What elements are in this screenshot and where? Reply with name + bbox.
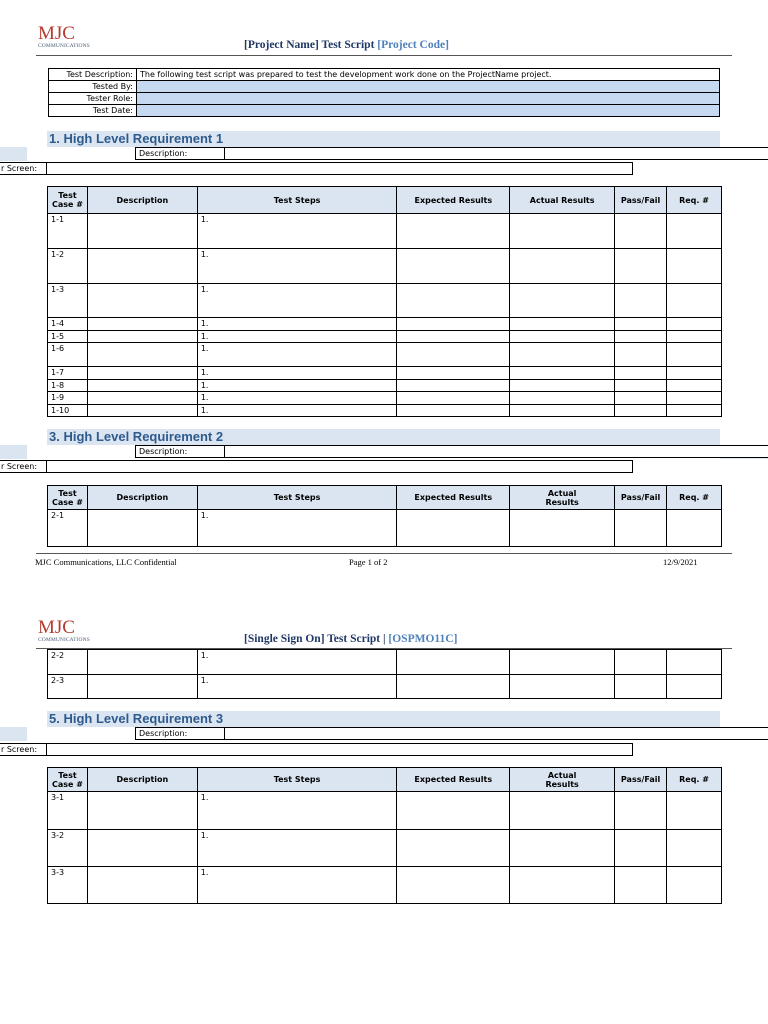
table-header-row (48, 768, 722, 792)
test-step[interactable]: 1. (197, 214, 397, 249)
req-cell[interactable] (667, 830, 722, 867)
col-actual-results: Actual Results (510, 187, 615, 214)
col-description: Description (87, 768, 197, 792)
col-description: Description (87, 486, 197, 510)
pass-fail-cell[interactable] (615, 318, 667, 331)
description-cell[interactable] (87, 830, 197, 867)
info-value[interactable]: The following test script was prepared to test the development work done on the ProjectName project. (137, 69, 720, 81)
screen-field[interactable] (46, 162, 633, 175)
expected-cell[interactable] (397, 343, 510, 367)
req-cell[interactable] (667, 284, 722, 318)
info-row (49, 93, 720, 105)
expected-cell[interactable] (397, 675, 510, 699)
req-cell[interactable] (667, 343, 722, 367)
test-case-table-3 (47, 767, 722, 904)
col-test-steps: Test Steps (197, 768, 397, 792)
test-case-id: 1-1 (48, 214, 88, 249)
screen-label: r Screen: (0, 743, 47, 756)
table-row (48, 318, 722, 331)
table-row (48, 214, 722, 249)
table-row (48, 249, 722, 284)
description-cell[interactable] (87, 318, 197, 331)
table-row (48, 867, 722, 904)
col-pass-fail: Pass/Fail (615, 187, 667, 214)
description-cell[interactable] (87, 284, 197, 318)
col-req-number: Req. # (667, 187, 722, 214)
test-step[interactable]: 1. (197, 405, 397, 417)
description-label: Description: (135, 727, 225, 740)
screen-label: r Screen: (0, 460, 47, 473)
description-cell[interactable] (87, 510, 197, 547)
description-field[interactable] (224, 147, 768, 160)
logo-subtext: COMMUNICATIONS (38, 637, 90, 643)
pass-fail-cell[interactable] (615, 792, 667, 830)
table-row (48, 405, 722, 417)
footer-date: 12/9/2021 (663, 557, 698, 567)
description-cell[interactable] (87, 675, 197, 699)
description-cell[interactable] (87, 214, 197, 249)
col-test-case: Test Case # (48, 768, 88, 792)
test-info-table (48, 68, 720, 117)
description-label: Description: (135, 147, 225, 160)
test-step[interactable]: 1. (197, 284, 397, 318)
test-case-id: 1-5 (48, 331, 88, 343)
actual-cell[interactable] (510, 380, 615, 392)
test-step[interactable]: 1. (197, 650, 397, 675)
req-cell[interactable] (667, 675, 722, 699)
table-row (48, 650, 722, 675)
actual-cell[interactable] (510, 510, 615, 547)
test-case-id: 2-1 (48, 510, 88, 547)
req-cell[interactable] (667, 367, 722, 380)
project-code: [OSPMO11C] (388, 633, 458, 645)
tested-by-field[interactable] (137, 81, 720, 93)
margin-tint (0, 445, 27, 459)
expected-cell[interactable] (397, 405, 510, 417)
test-case-table-2 (47, 485, 722, 547)
pass-fail-cell[interactable] (615, 510, 667, 547)
footer-page-number: Page 1 of 2 (349, 557, 388, 567)
actual-cell[interactable] (510, 284, 615, 318)
table-row (48, 284, 722, 318)
actual-cell[interactable] (510, 331, 615, 343)
screen-field[interactable] (46, 460, 633, 473)
description-field[interactable] (224, 727, 768, 740)
expected-cell[interactable] (397, 392, 510, 405)
test-step[interactable]: 1. (197, 367, 397, 380)
screen-label: r Screen: (0, 162, 47, 175)
info-row (49, 105, 720, 117)
table-header-row (48, 187, 722, 214)
req-cell[interactable] (667, 318, 722, 331)
actual-cell[interactable] (510, 675, 615, 699)
description-cell[interactable] (87, 380, 197, 392)
requirement-2-heading: 3. High Level Requirement 2 (47, 429, 720, 445)
req-cell[interactable] (667, 331, 722, 343)
col-expected-results: Expected Results (397, 486, 510, 510)
col-test-case: Test Case # (48, 486, 88, 510)
expected-cell[interactable] (397, 830, 510, 867)
pass-fail-cell[interactable] (615, 367, 667, 380)
info-row (49, 81, 720, 93)
document-title (244, 633, 457, 645)
col-req-number: Req. # (667, 486, 722, 510)
test-step[interactable]: 1. (197, 331, 397, 343)
col-expected-results: Expected Results (397, 187, 510, 214)
test-step[interactable]: 1. (197, 675, 397, 699)
pass-fail-cell[interactable] (615, 249, 667, 284)
description-cell[interactable] (87, 392, 197, 405)
description-cell[interactable] (87, 249, 197, 284)
test-case-id: 3-3 (48, 867, 88, 904)
expected-cell[interactable] (397, 214, 510, 249)
col-test-steps: Test Steps (197, 486, 397, 510)
info-label: Test Date: (49, 105, 137, 117)
col-test-steps: Test Steps (197, 187, 397, 214)
company-logo (38, 24, 90, 49)
margin-tint (0, 147, 27, 161)
logo-text: MJC (38, 23, 75, 44)
test-step[interactable]: 1. (197, 249, 397, 284)
footer-confidential: MJC Communications, LLC Confidential (35, 557, 177, 567)
test-case-id: 2-3 (48, 675, 88, 699)
logo-subtext: COMMUNICATIONS (38, 43, 90, 49)
description-cell[interactable] (87, 331, 197, 343)
test-step[interactable]: 1. (197, 392, 397, 405)
pass-fail-cell[interactable] (615, 830, 667, 867)
description-cell[interactable] (87, 792, 197, 830)
description-cell[interactable] (87, 867, 197, 904)
pass-fail-cell[interactable] (615, 867, 667, 904)
pass-fail-cell[interactable] (615, 214, 667, 249)
requirement-3-heading: 5. High Level Requirement 3 (47, 711, 720, 727)
pass-fail-cell[interactable] (615, 392, 667, 405)
test-date-field[interactable] (137, 105, 720, 117)
expected-cell[interactable] (397, 650, 510, 675)
expected-cell[interactable] (397, 367, 510, 380)
table-row (48, 830, 722, 867)
col-pass-fail: Pass/Fail (615, 486, 667, 510)
table-row (48, 343, 722, 367)
actual-cell[interactable] (510, 830, 615, 867)
test-case-id: 1-8 (48, 380, 88, 392)
logo-text: MJC (38, 617, 75, 638)
title-text: [Single Sign On] Test Script | (244, 633, 389, 645)
actual-cell[interactable] (510, 650, 615, 675)
pass-fail-cell[interactable] (615, 331, 667, 343)
table-header-row (48, 486, 722, 510)
test-step[interactable]: 1. (197, 318, 397, 331)
test-case-id: 1-2 (48, 249, 88, 284)
actual-cell[interactable] (510, 249, 615, 284)
test-case-id: 1-10 (48, 405, 88, 417)
margin-tint (0, 727, 27, 741)
actual-cell[interactable] (510, 392, 615, 405)
actual-cell[interactable] (510, 318, 615, 331)
tester-role-field[interactable] (137, 93, 720, 105)
document-title (244, 39, 449, 51)
pass-fail-cell[interactable] (615, 343, 667, 367)
table-row (48, 331, 722, 343)
test-case-id: 2-2 (48, 650, 88, 675)
description-cell[interactable] (87, 405, 197, 417)
table-row (48, 367, 722, 380)
test-case-id: 1-9 (48, 392, 88, 405)
test-case-id: 1-6 (48, 343, 88, 367)
title-text: [Project Name] Test Script (244, 39, 378, 51)
table-row (48, 792, 722, 830)
test-step[interactable]: 1. (197, 867, 397, 904)
col-actual-results: Actual Results (510, 768, 615, 792)
table-row (48, 392, 722, 405)
req-cell[interactable] (667, 405, 722, 417)
expected-cell[interactable] (397, 318, 510, 331)
description-cell[interactable] (87, 650, 197, 675)
table-row (48, 675, 722, 699)
actual-cell[interactable] (510, 405, 615, 417)
expected-cell[interactable] (397, 331, 510, 343)
actual-cell[interactable] (510, 867, 615, 904)
info-label: Tester Role: (49, 93, 137, 105)
expected-cell[interactable] (397, 249, 510, 284)
company-logo (38, 618, 90, 643)
table-row (48, 380, 722, 392)
req-cell[interactable] (667, 380, 722, 392)
test-step[interactable]: 1. (197, 380, 397, 392)
test-case-id: 3-1 (48, 792, 88, 830)
req-cell[interactable] (667, 392, 722, 405)
info-label: Tested By: (49, 81, 137, 93)
test-case-table-1 (47, 186, 722, 417)
test-case-id: 1-4 (48, 318, 88, 331)
info-row (49, 69, 720, 81)
pass-fail-cell[interactable] (615, 405, 667, 417)
pass-fail-cell[interactable] (615, 650, 667, 675)
header-rule (36, 55, 732, 56)
col-expected-results: Expected Results (397, 768, 510, 792)
test-step[interactable]: 1. (197, 830, 397, 867)
expected-cell[interactable] (397, 792, 510, 830)
expected-cell[interactable] (397, 510, 510, 547)
expected-cell[interactable] (397, 284, 510, 318)
req-cell[interactable] (667, 650, 722, 675)
req-cell[interactable] (667, 214, 722, 249)
req-cell[interactable] (667, 792, 722, 830)
req-cell[interactable] (667, 510, 722, 547)
test-case-id: 1-7 (48, 367, 88, 380)
table-row (48, 510, 722, 547)
expected-cell[interactable] (397, 867, 510, 904)
actual-cell[interactable] (510, 343, 615, 367)
pass-fail-cell[interactable] (615, 675, 667, 699)
actual-cell[interactable] (510, 367, 615, 380)
pass-fail-cell[interactable] (615, 284, 667, 318)
col-test-case: Test Case # (48, 187, 88, 214)
project-code: [Project Code] (377, 39, 449, 51)
description-cell[interactable] (87, 343, 197, 367)
info-label: Test Description: (49, 69, 137, 81)
col-pass-fail: Pass/Fail (615, 768, 667, 792)
description-field[interactable] (224, 445, 768, 458)
requirement-1-heading: 1. High Level Requirement 1 (47, 131, 720, 147)
test-step[interactable]: 1. (197, 510, 397, 547)
req-cell[interactable] (667, 867, 722, 904)
test-case-table-2-continued (47, 649, 722, 699)
test-case-id: 1-3 (48, 284, 88, 318)
screen-field[interactable] (46, 743, 633, 756)
actual-cell[interactable] (510, 214, 615, 249)
description-cell[interactable] (87, 367, 197, 380)
actual-cell[interactable] (510, 792, 615, 830)
col-description: Description (87, 187, 197, 214)
description-label: Description: (135, 445, 225, 458)
expected-cell[interactable] (397, 380, 510, 392)
footer-rule (36, 553, 732, 554)
test-case-id: 3-2 (48, 830, 88, 867)
col-actual-results: Actual Results (510, 486, 615, 510)
col-req-number: Req. # (667, 768, 722, 792)
pass-fail-cell[interactable] (615, 380, 667, 392)
req-cell[interactable] (667, 249, 722, 284)
test-step[interactable]: 1. (197, 792, 397, 830)
test-step[interactable]: 1. (197, 343, 397, 367)
